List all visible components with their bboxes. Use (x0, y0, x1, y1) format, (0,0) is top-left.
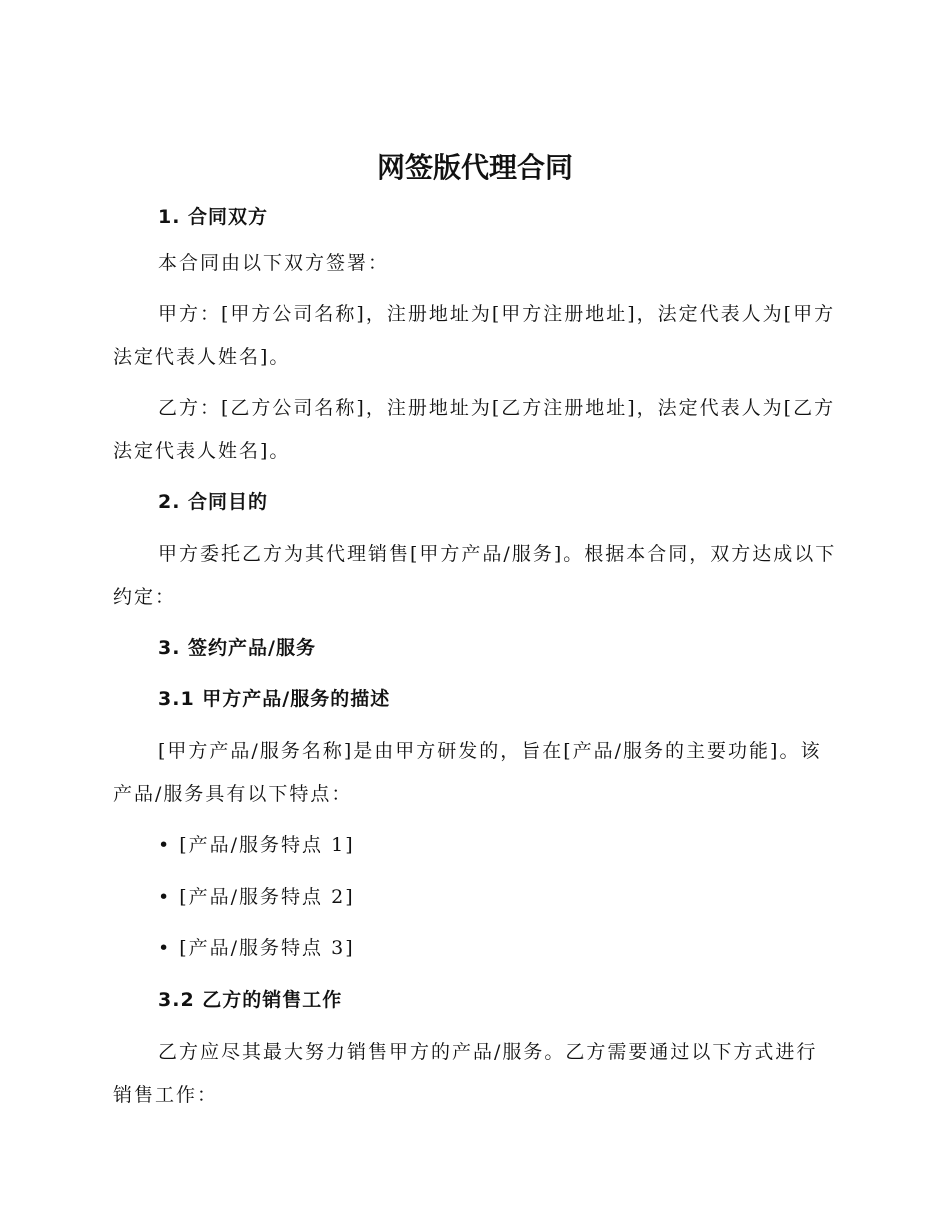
section-3-1-paragraph: [甲方产品/服务名称]是由甲方研发的，旨在[产品/服务的主要功能]。该产品/服务具有以下特点： (113, 740, 822, 805)
section-2-paragraph: 甲方委托乙方为其代理销售[甲方产品/服务]。根据本合同，双方达成以下约定： (113, 543, 837, 608)
party-b-paragraph: 乙方：[乙方公司名称]，注册地址为[乙方注册地址]，法定代表人为[乙方法定代表人姓名]。 (113, 397, 836, 462)
section-3-heading: 3. 签约产品/服务 (158, 637, 316, 659)
section-3-1-heading: 3.1 甲方产品/服务的描述 (158, 688, 391, 710)
section-2-heading: 2. 合同目的 (158, 491, 269, 513)
section-3-2-heading: 3.2 乙方的销售工作 (158, 989, 343, 1011)
feature-list-item: • [产品/服务特点 3] (158, 937, 355, 959)
document-title: 网签版代理合同 (376, 151, 573, 184)
feature-list-item: • [产品/服务特点 2] (158, 886, 355, 908)
section-3-2-paragraph: 乙方应尽其最大努力销售甲方的产品/服务。乙方需要通过以下方式进行销售工作： (113, 1041, 818, 1106)
section-1-heading: 1. 合同双方 (158, 206, 269, 228)
party-a-paragraph: 甲方：[甲方公司名称]，注册地址为[甲方注册地址]，法定代表人为[甲方法定代表人姓名]。 (113, 303, 836, 368)
feature-list-item: • [产品/服务特点 1] (158, 834, 355, 856)
section-1-intro: 本合同由以下双方签署： (158, 252, 390, 274)
